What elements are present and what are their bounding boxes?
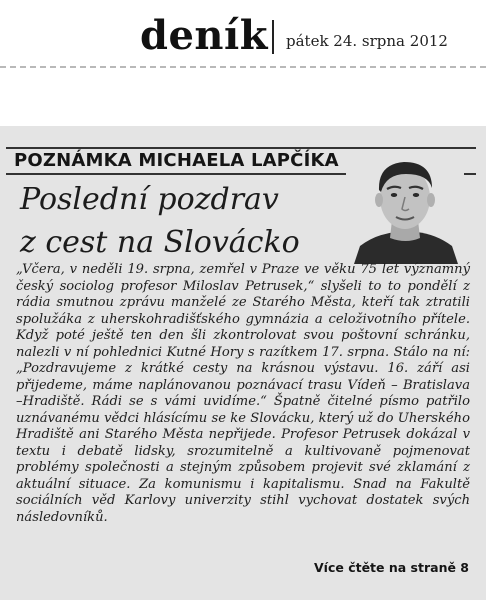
article-body: „Včera, v neděli 19. srpna, zemřel v Praze ve věku 75 let významný český sociolog profesor Miloslav Petrusek,“ slyšeli to to pondělí z rádia smutnou zprávu manželé ze Starého Města, kteří tak ztratili spolužáka z uherskohradišťského gymnázia a celoživotního přítele. Když poté ještě ten den šli zkontrolovat svou poštovní schránku, nalezli v ní pohlednici Kutné Hory s razítkem 17. srpna. Stálo na ní: „Pozdravujeme z krátké cesty na krásnou výstavu. 16. září asi přijedeme, máme naplánovanou poznávací trasu Vídeň – Bratislava –Hradiště. Rádi se s vámi uvidíme.“ Špatně čitelné písmo patřilo uznávanému vědci hlásícímu se ke Slovácku, který už do Uherského Hradiště ani Starého Města nepřijede. Profesor Petrusek dokázal v textu i debatě lidsky, srozumitelně a kultivovaně pojmenovat problémy společnosti a stejným způsobem projevit své zklamání z aktuální situace. Za komunismu i kapitalismu. Snad na Fakultě sociálních věd Karlovy univerzity stihl vychovat dostatek svých následovníků. — [16, 262, 470, 525]
rubric-top-rule — [6, 147, 476, 149]
headline-line-1: Poslední pozdrav — [20, 182, 279, 217]
article-headline — [20, 178, 350, 264]
continue-reading-note: Více čtěte na straně 8 — [314, 560, 469, 575]
masthead-divider — [272, 20, 274, 54]
author-portrait — [346, 150, 464, 264]
issue-date: pátek 24. srpna 2012 — [286, 32, 448, 50]
masthead — [0, 0, 486, 62]
dashed-separator — [0, 66, 486, 68]
column-rubric: POZNÁMKA MICHAELA LAPČÍKA — [14, 150, 339, 171]
newspaper-logo: deník — [140, 12, 268, 59]
headline-line-2: z cest na Slovácko — [20, 225, 300, 260]
